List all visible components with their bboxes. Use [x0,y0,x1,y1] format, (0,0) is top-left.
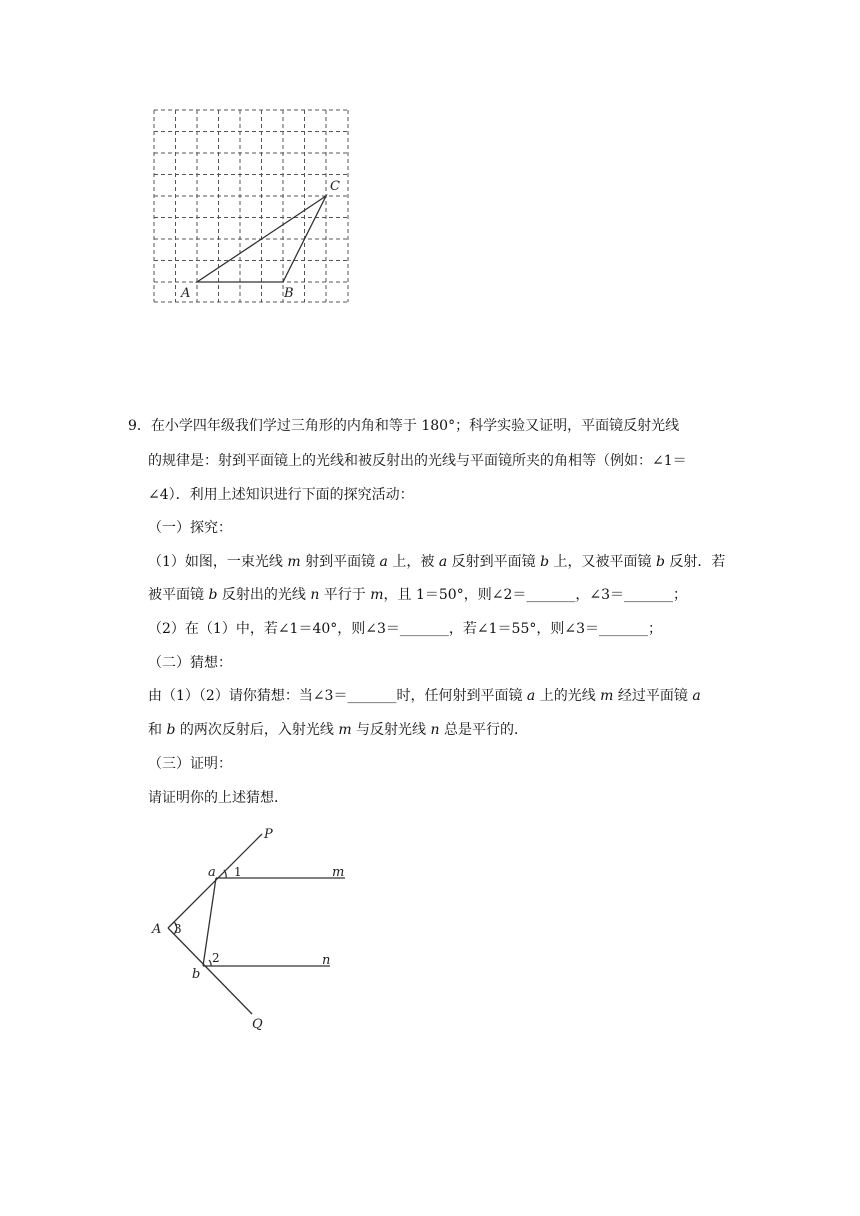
var-a: a [692,688,701,704]
var-m: m [600,688,614,704]
q9-line-7 [148,619,662,639]
angle-2-arc [209,960,211,966]
q9-text-6e: ，且 1＝50°，则∠2＝_______，∠3＝_______； [383,587,687,603]
q9-text-11: （三）证明： [148,756,232,772]
q9-text-6c: 反射出的光线 [217,587,311,603]
q9-text-10a: 和 [148,722,167,738]
var-b: b [208,587,218,603]
var-b: b [166,722,176,738]
q9-text-5c: 上，被 [387,554,439,570]
angle-1-arc [224,870,226,878]
label-m: m [332,865,345,880]
q9-text-9a: 由（1）（2）请你猜想：当∠3＝_______时，任何射到平面镜 [148,688,527,704]
q9-text-5d: 反射到平面镜 [447,554,541,570]
q9-text-9b: 上的光线 [535,688,601,704]
label-1: 1 [234,865,242,879]
q9-text-9c: 经过平面镜 [613,688,693,704]
mirror-ray-aq [168,928,252,1014]
label-b: B [284,286,294,301]
var-a: a [379,554,388,570]
q9-line-6 [148,585,687,605]
var-m: m [287,554,301,570]
label-3: 3 [174,922,182,936]
q9-text-5f: 反射．若 [664,554,726,570]
q9-text-12: 请证明你的上述猜想． [148,790,288,806]
label-2: 2 [212,951,220,965]
q9-section-proof [148,754,232,774]
q9-line-1 [128,416,679,436]
q9-line-2 [148,451,687,471]
var-a: a [526,688,536,704]
q9-text-6a: 被平面镜 [148,587,209,603]
q9-text-5b: 射到平面镜 [300,554,380,570]
label-a: A [181,286,191,301]
var-n: n [310,587,320,603]
q9-text-10e: 总是平行的． [439,722,528,738]
q9-line-9 [148,686,701,706]
var-b: b [655,554,665,570]
label-a-lower: a [208,865,216,880]
label-b-lower: b [192,967,201,982]
q9-text-3: ∠4）．利用上述知识进行下面的探究活动： [148,487,414,503]
q9-text-6d: 平行于 [319,587,371,603]
q9-text-4: （一）探究： [148,520,232,536]
q9-text-10d: 与反射光线 [351,722,431,738]
q9-text-2: 的规律是：射到平面镜上的光线和被反射出的光线与平面镜所夹的角相等（例如：∠1＝ [148,453,687,469]
q9-text-1: 在小学四年级我们学过三角形的内角和等于 180°；科学实验又证明，平面镜反射光线 [150,418,680,434]
label-n: n [322,953,331,968]
var-a: a [438,554,448,570]
var-m: m [370,587,384,603]
q9-line-5 [148,552,725,572]
var-m: m [338,722,352,738]
mirror-reflection-figure [140,820,360,1030]
q9-section-explore [148,518,232,538]
label-p: P [264,827,273,842]
label-q: Q [252,1017,263,1030]
label-a-upper: A [152,922,162,937]
q9-text-5a: （1）如图，一束光线 [148,554,288,570]
q9-line-12 [148,788,288,808]
q9-text-5e: 上，又被平面镜 [549,554,656,570]
q9-line-10 [148,720,528,740]
q9-text-8: （二）猜想： [148,655,232,671]
question-number: 9． [128,418,151,434]
q9-text-7: （2）在（1）中，若∠1＝40°，则∠3＝_______，若∠1＝55°，则∠3＝_______； [148,621,662,637]
q9-line-3 [148,485,414,505]
label-c: C [330,179,340,194]
q9-section-guess [148,653,232,673]
var-b: b [540,554,550,570]
var-n: n [430,722,440,738]
q9-text-10c: 的两次反射后，入射光线 [175,722,339,738]
